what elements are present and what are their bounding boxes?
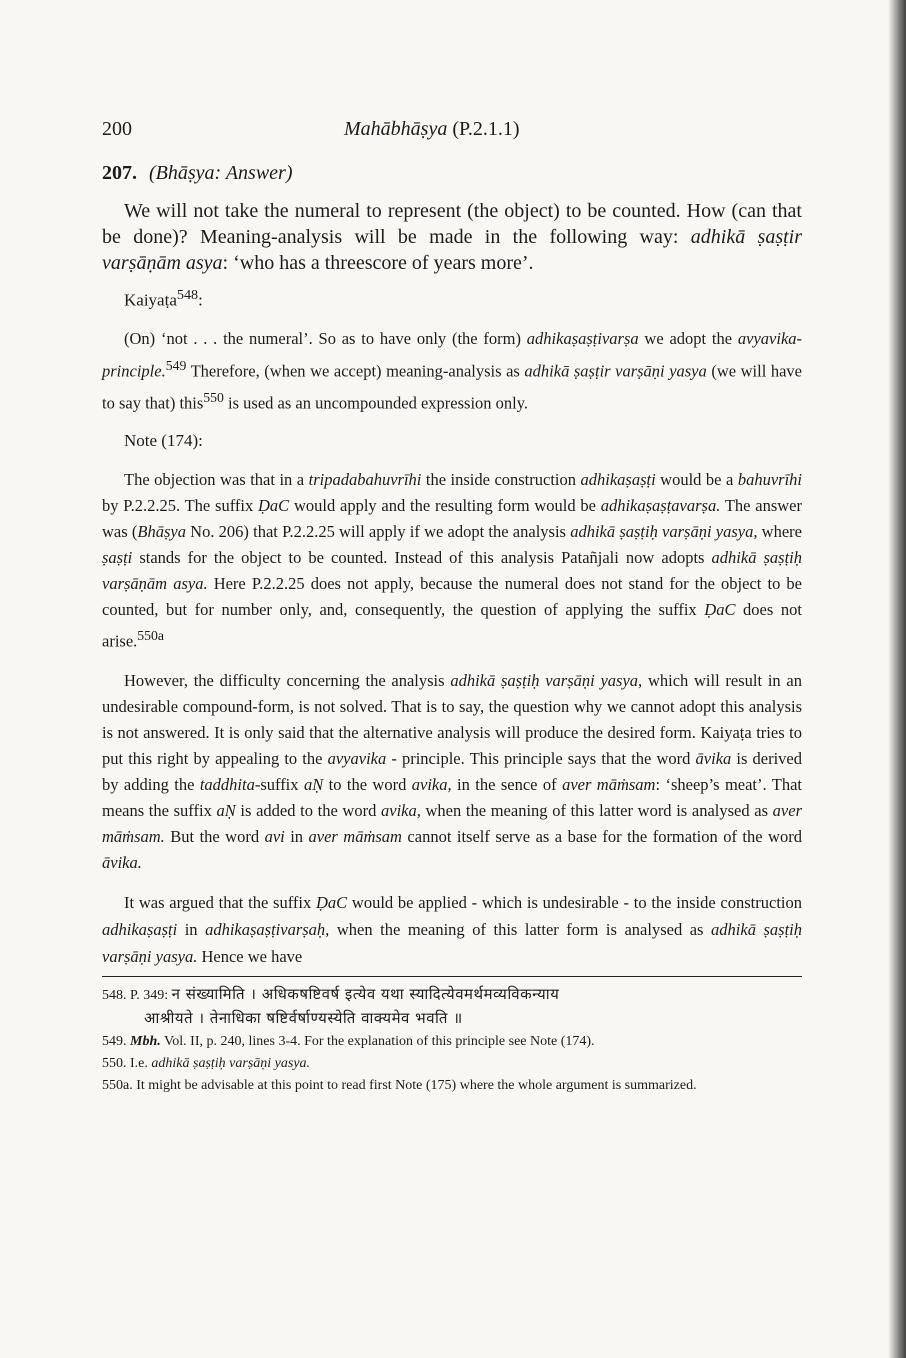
section-title: (Bhāṣya: Answer) (149, 162, 293, 184)
footnote-550: 550. I.e. adhikā ṣaṣṭiḥ varṣāṇi yasya. (102, 1056, 311, 1072)
kaiyata-heading: Kaiyaṭa$^{548}$: (124, 287, 203, 310)
footnote-549: 549. Mbh. Vol. II, p. 240, lines 3-4. For the explanation of this principle see Note (174). (102, 1034, 595, 1050)
footnotes (102, 983, 802, 1097)
footnote-ref: 549 (165, 357, 187, 373)
note-paragraph: However, the difficulty concerning the analysis adhikā ṣaṣṭiḥ varṣāṇi yasya, which will result in an undesirable compound-form, is not solved. That is to say, the question why we cannot adopt this analysis is not answered. It is only said that the alternative analysis will produce the desired form. Kaiyaṭa tries to put this right by appealing to the avyavika - principle. This principle says that the word āvika is derived by adding the taddhita-suffix aṆ to the word avika, in the sence of aver māṁsam: ‘sheep’s meat’. That means the suffix aṆ is added to the word avika, when the meaning of this latter word is analysed as aver māṁsam. But the word avi in aver māṁsam cannot itself serve as a base for the formation of the word āvika. (102, 671, 802, 873)
section-number: 207. (102, 162, 137, 184)
footnote-ref: 550a (137, 627, 165, 643)
bhasya-paragraph: We will not take the numeral to represent (the object) to be counted. How (can that be done)? Meaning-analysis will be made in the following way: adhikā ṣaṣṭir varṣāṇām asya: ‘who has a threescore of years more’. (102, 200, 802, 274)
page-number: 200 (102, 118, 132, 140)
page-edge-shadow (888, 0, 906, 1358)
note-paragraph: It was argued that the suffix ḌaC would be applied - which is undesirable - to the inside construction adhikaṣaṣṭi in adhikaṣaṣṭivarṣaḥ, when the meaning of this latter form is analysed as adhikā ṣaṣṭiḥ varṣāṇi yasya. Hence we have (102, 893, 802, 967)
footnote-550a: 550a. It might be advisable at this point to read first Note (175) where the whole argument is summarized. (102, 1078, 697, 1094)
running-title: Mahābhāṣya (P.2.1.1) (344, 118, 520, 140)
footnote-548: 548. P. 349: न संख्यामिति । अधिकषष्टिवर्ष इत्येव यथा स्यादित्येवमर्थमव्यविकन्याय आश्रीयते । तेनाधिका षष्टिर्वर्षाण्यस्येति वाक्यमेव भवति ॥ (102, 985, 560, 1028)
book-page (102, 112, 802, 1097)
note-heading: Note (174): (124, 430, 203, 450)
section-heading (102, 162, 802, 185)
footnote-ref: 548 (176, 287, 199, 303)
running-header (102, 112, 802, 142)
footnote-divider (102, 976, 802, 977)
note-paragraph: The objection was that in a tripadabahuvrīhi the inside construction adhikaṣaṣṭi would be a bahuvrīhi by P.2.2.25. The suffix ḌaC would apply and the resulting form would be adhikaṣaṣṭavarṣa. The answer was (Bhāṣya No. 206) that P.2.2.25 will apply if we adopt the analysis adhikā ṣaṣṭiḥ varṣāṇi yasya, where ṣaṣṭi stands for the object to be counted. Instead of this analysis Patañjali now adopts adhikā ṣaṣṭiḥ varṣāṇām asya. Here P.2.2.25 does not apply, because the numeral does not stand for the object to be counted, but for number only, and, consequently, the question of applying the suffix ḌaC does not arise.$^{550a}$ (102, 469, 803, 651)
kaiyata-paragraph: (On) ‘not . . . the numeral’. So as to have only (the form) adhikaṣaṣṭivarṣa we adopt the avyavika-principle.$^{549}$ Therefore, (when we accept) meaning-analysis as adhikā ṣaṣṭir varṣāṇi yasya (we will have to say that) this$^{550}$ is used as an uncompounded expression only. (102, 328, 803, 413)
footnote-ref: 550 (203, 390, 224, 406)
